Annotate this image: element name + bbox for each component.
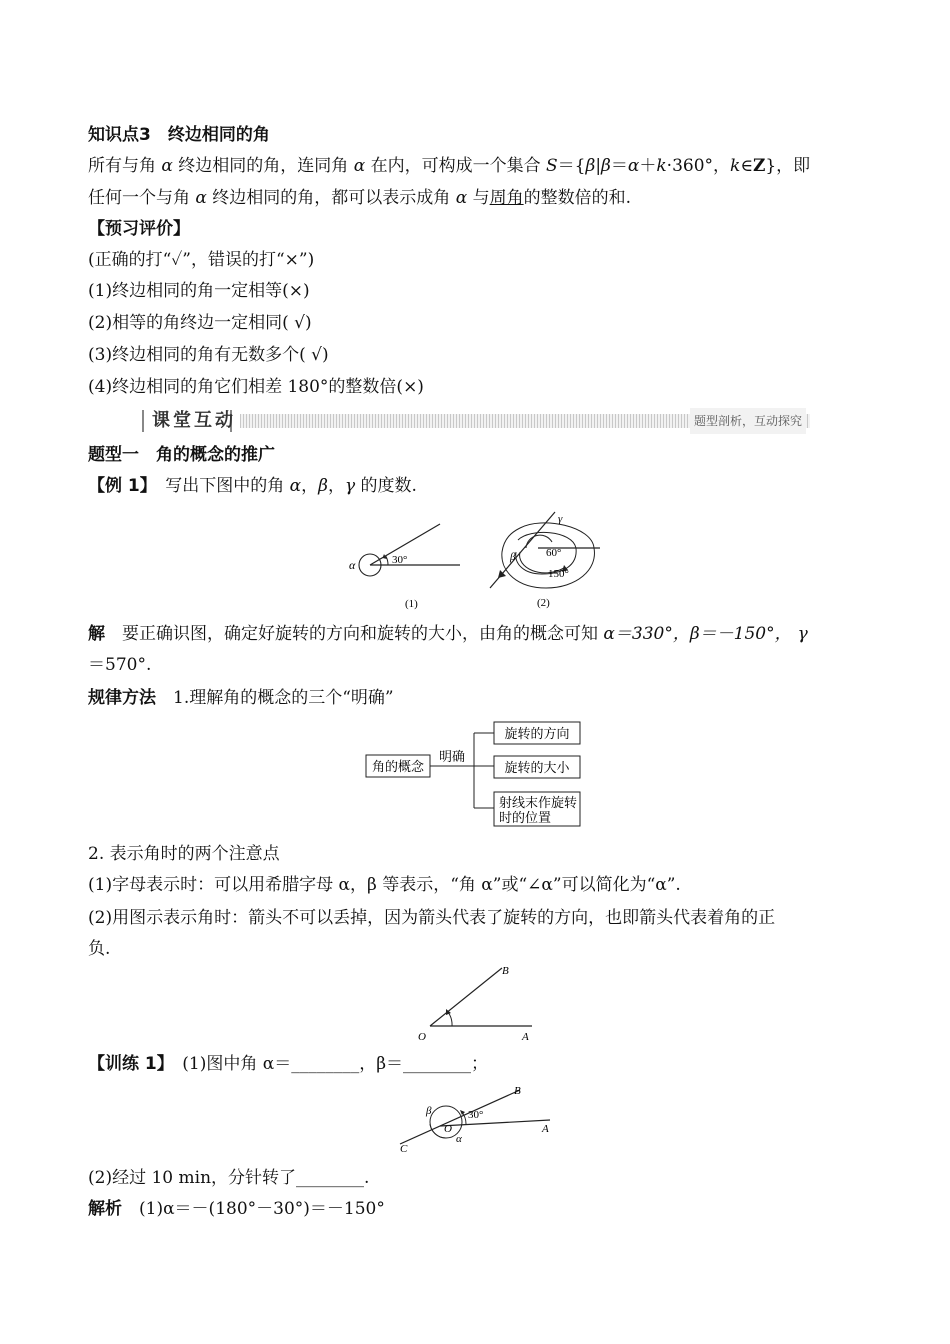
fig2-beta-label: β	[510, 551, 516, 563]
training-label-alpha: α	[456, 1133, 462, 1145]
training1-question1: 【训练 1】 (1)图中角 α＝________，β＝________；	[88, 1054, 489, 1074]
training1-answer: 解析 (1)α＝－(180°－30°)＝－150°	[88, 1199, 385, 1219]
banner-title: 课堂互动	[152, 410, 236, 431]
diagram-root	[366, 755, 430, 777]
fig2-angle2-label: 150°	[548, 568, 569, 580]
example1-figure-1	[340, 512, 470, 612]
kp3-paragraph-line1: 所有与角 α 终边相同的角，连同角 α 在内，可构成一个集合 S＝{β|β＝α＋k·360°，k∈Z}，即	[88, 156, 811, 176]
concept-diagram	[364, 720, 594, 832]
svg-text:旋转的大小: 旋转的大小	[504, 760, 570, 775]
fig1-alpha-label: α	[349, 558, 356, 572]
method-point2-item1: (1)字母表示时：可以用希腊字母 α，β 等表示，“角 α”或“∠α”可以简化为“α”.	[88, 875, 681, 895]
diagram-branch	[494, 756, 580, 778]
diagram-connector: 明确	[438, 749, 466, 764]
banner-subtitle: 题型剖析，互动探究	[690, 408, 806, 434]
fig2-caption: (2)	[537, 597, 550, 609]
aob-label-a: A	[522, 1031, 529, 1043]
method-point2-item2: (2)用图示表示角时：箭头不可以丢掉，因为箭头代表了旋转的方向，也即箭头代表着角的正	[88, 908, 776, 928]
method-line: 规律方法 1.理解角的概念的三个“明确”	[88, 688, 394, 708]
fig1-caption: (1)	[405, 598, 418, 610]
angle-aob-figure	[412, 962, 542, 1044]
example1-prompt: 【例 1】 写出下图中的角 α，β，γ 的度数.	[88, 476, 417, 496]
section-banner	[142, 408, 810, 434]
section-heading-kp3: 知识点3 终边相同的角	[88, 125, 270, 145]
solution-line2: ＝570°.	[88, 655, 152, 675]
preview-item: (3)终边相同的角有无数多个( √)	[88, 345, 329, 365]
preview-item: (2)相等的角终边一定相同( √)	[88, 313, 312, 333]
method-point2-item2-cont: 负.	[88, 939, 111, 959]
svg-text:角的概念: 角的概念	[371, 759, 425, 774]
training-label-b: B	[514, 1085, 521, 1097]
method-point2-title: 2. 表示角时的两个注意点	[88, 844, 280, 864]
example1-figure-2	[480, 508, 610, 613]
training-label-a: A	[542, 1123, 549, 1135]
fig1-angle-label: 30°	[392, 554, 408, 566]
svg-text:时的位置: 时的位置	[499, 810, 552, 825]
aob-label-o: O	[418, 1031, 426, 1043]
training1-figure	[396, 1080, 556, 1156]
preview-instruction: (正确的打“✓”，错误的打“×”)	[88, 250, 315, 270]
solution-line1: 解 要正确识图，确定好旋转的方向和旋转的大小，由角的概念可知 α＝330°，β＝－150°， γ	[88, 624, 808, 644]
preview-item: (1)终边相同的角一定相等(×)	[88, 281, 310, 301]
diagram-branch	[494, 722, 580, 744]
svg-text:射线末作旋转: 射线末作旋转	[499, 795, 578, 810]
kp3-paragraph-line2: 任何一个与角 α 终边相同的角，都可以表示成角 α 与周角的整数倍的和.	[88, 188, 631, 208]
type1-heading: 题型一 角的概念的推广	[88, 445, 275, 465]
preview-item: (4)终边相同的角它们相差 180°的整数倍(×)	[88, 377, 424, 397]
aob-label-b: B	[502, 965, 509, 977]
training-label-o: O	[444, 1123, 452, 1135]
svg-text:旋转的方向: 旋转的方向	[504, 726, 570, 741]
training-label-angle: 30°	[468, 1109, 484, 1121]
training-label-beta: β	[426, 1105, 432, 1117]
diagram-branch	[494, 792, 580, 826]
fig2-angle1-label: 60°	[546, 547, 562, 559]
preview-heading: 【预习评价】	[88, 219, 190, 239]
fig2-gamma-label: γ	[558, 513, 563, 525]
training-label-c: C	[400, 1143, 408, 1155]
training1-question2: (2)经过 10 min，分针转了________.	[88, 1168, 370, 1188]
